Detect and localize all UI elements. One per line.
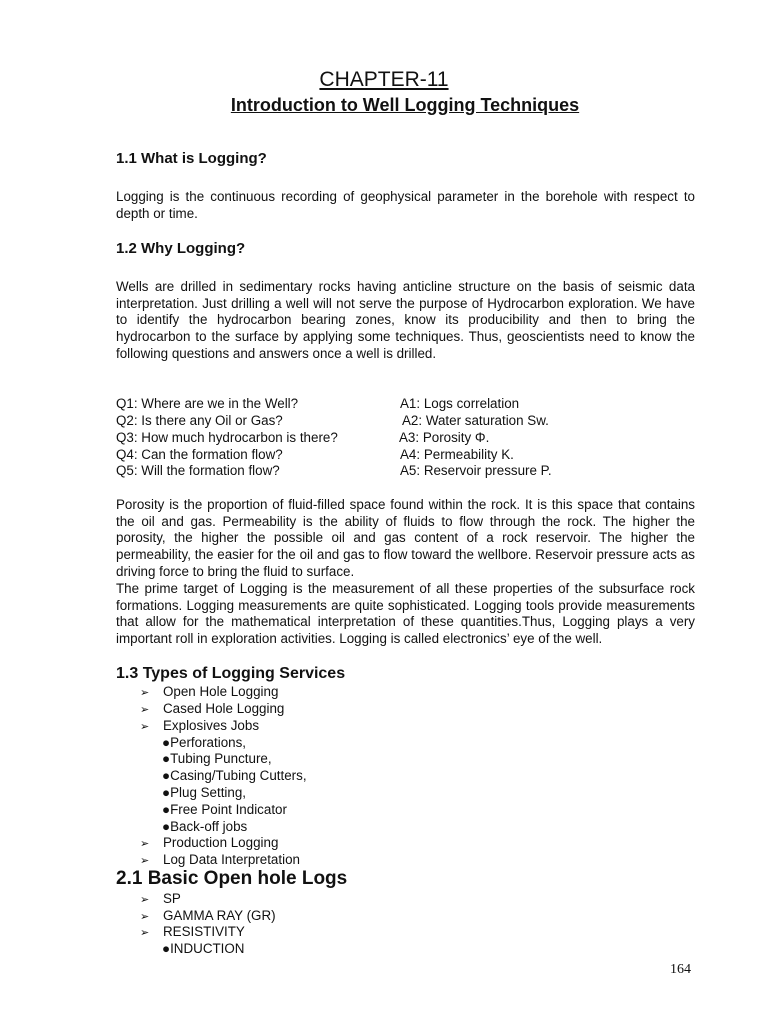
sub-list-item: ●Casing/Tubing Cutters,: [162, 768, 307, 783]
list-item: ➢ Cased Hole Logging: [140, 701, 285, 716]
list-item: ➢ Explosives Jobs: [140, 718, 260, 733]
sub-list-item: ●Perforations,: [162, 735, 247, 750]
chapter-heading: CHAPTER-11: [319, 68, 449, 91]
section-1-2-text: Wells are drilled in sedimentary rocks having anticline structure on the basis of seismic data interpretation. Just drilling a well will not serve the purpose of Hydrocarbon exploration. We have to identify the hydrocarbon bearing zones, know its producibility and then to bring the hydrocarbon to the surface by applying some techniques. Thus, geoscientists need to know the following questions and answers once a well is drilled.: [116, 279, 695, 361]
sub-list-item: ●Plug Setting,: [162, 785, 247, 800]
list-item: ➢ SP: [140, 891, 181, 906]
arrow-bullet-icon: ➢: [140, 894, 150, 906]
question-3: Q3: How much hydrocarbon is there?: [116, 430, 338, 445]
sub-list-item: ●Back-off jobs: [162, 819, 248, 834]
section-2-1-heading: 2.1 Basic Open hole Logs: [116, 868, 348, 889]
question-1: Q1: Where are we in the Well?: [116, 396, 299, 411]
answer-5: A5: Reservoir pressure P.: [400, 463, 552, 478]
logging-target-paragraph: The prime target of Logging is the measurement of all these properties of the subsurface rock formations. Logging measurements are quite sophisticated. Logging tools provide measurements that allow for the mathematical interpretation of these quantities.Thus, Logging plays a very important roll in exploration activities. Logging is called electronics’ eye of the well.: [116, 581, 695, 647]
chapter-title: Introduction to Well Logging Techniques: [230, 95, 580, 115]
list-item: ➢ GAMMA RAY (GR): [140, 908, 276, 923]
arrow-bullet-icon: ➢: [140, 704, 150, 716]
arrow-bullet-icon: ➢: [140, 911, 150, 923]
sub-list-item: ●INDUCTION: [162, 941, 245, 956]
arrow-bullet-icon: ➢: [140, 855, 150, 867]
question-5: Q5: Will the formation flow?: [116, 463, 280, 478]
porosity-paragraph: Porosity is the proportion of fluid-filled space found within the rock. It is this space that contains the oil and gas. Permeability is the ability of fluids to flow through the rock. The higher the porosity, the higher the possible oil and gas content of a rock reservoir. The higher the permeability, the easier for the oil and gas to flow toward the wellbore. Reservoir pressure acts as driving force to bring the fluid to surface.: [116, 497, 695, 579]
question-2: Q2: Is there any Oil or Gas?: [116, 413, 283, 428]
arrow-bullet-icon: ➢: [140, 721, 150, 733]
section-1-2-heading: 1.2 Why Logging?: [116, 240, 246, 257]
answer-1: A1: Logs correlation: [400, 396, 520, 411]
arrow-bullet-icon: ➢: [140, 927, 150, 939]
answer-3: A3: Porosity Φ.: [399, 430, 490, 445]
list-item: ➢ Log Data Interpretation: [140, 852, 300, 867]
sub-list-item: ●Free Point Indicator: [162, 802, 287, 817]
section-1-1-text: Logging is the continuous recording of geophysical parameter in the borehole with respect to depth or time.: [116, 189, 695, 221]
answer-4: A4: Permeability K.: [400, 447, 514, 462]
page-number: 164: [670, 962, 691, 977]
list-item: ➢ RESISTIVITY: [140, 924, 245, 939]
answer-2: A2: Water saturation Sw.: [402, 413, 549, 428]
question-4: Q4: Can the formation flow?: [116, 447, 283, 462]
sub-list-item: ●Tubing Puncture,: [162, 751, 272, 766]
arrow-bullet-icon: ➢: [140, 838, 150, 850]
list-item: ➢ Production Logging: [140, 835, 279, 850]
section-1-1-heading: 1.1 What is Logging?: [116, 150, 267, 167]
section-1-3-heading: 1.3 Types of Logging Services: [116, 665, 346, 682]
list-item: ➢ Open Hole Logging: [140, 684, 279, 699]
arrow-bullet-icon: ➢: [140, 687, 150, 699]
